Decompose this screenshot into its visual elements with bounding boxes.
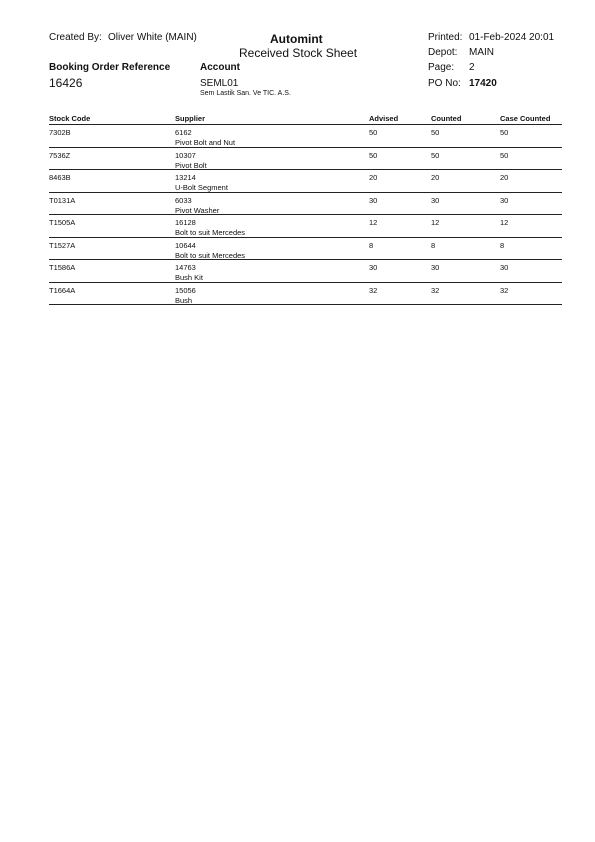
po-label: PO No: — [428, 78, 461, 89]
supplier-code: 15056 — [175, 285, 196, 295]
document-title: Received Stock Sheet — [239, 46, 358, 60]
stock-table — [49, 112, 562, 305]
stock-code: T1586A — [49, 263, 76, 272]
supplier-description: Pivot Bolt — [175, 160, 207, 170]
col-advised: Advised — [369, 114, 399, 123]
col-stock-code: Stock Code — [49, 114, 91, 123]
col-counted: Counted — [431, 114, 462, 123]
table-row — [49, 215, 562, 238]
supplier-code: 6162 — [175, 128, 192, 137]
supplier-code: 6033 — [175, 195, 192, 205]
supplier-code: 10307 — [175, 150, 196, 160]
booking-ref-value: 16426 — [49, 76, 83, 90]
advised-qty: 12 — [369, 218, 378, 227]
advised-qty: 30 — [369, 263, 378, 272]
supplier-cell — [175, 286, 196, 305]
stock-code: T1664A — [49, 285, 76, 295]
supplier-code: 16128 — [175, 218, 196, 227]
supplier-cell — [175, 218, 245, 237]
account-name: Sem Lastik San. Ve TIC. A.S. — [200, 90, 291, 97]
supplier-description: Bush Kit — [175, 273, 203, 282]
supplier-cell — [175, 263, 203, 282]
stock-code: T1505A — [49, 218, 76, 227]
account-label: Account — [200, 62, 240, 73]
stock-code: 7302B — [49, 128, 71, 137]
supplier-code: 14763 — [175, 263, 196, 272]
depot-value: MAIN — [469, 47, 494, 58]
printed-value: 01-Feb-2024 20:01 — [469, 32, 555, 43]
po-value: 17420 — [469, 78, 497, 89]
depot-label: Depot: — [428, 47, 458, 58]
case-counted-qty: 12 — [500, 218, 509, 227]
table-row — [49, 238, 562, 261]
supplier-description: Bolt to suit Mercedes — [175, 250, 246, 260]
supplier-code: 13214 — [175, 173, 196, 182]
counted-qty: 50 — [431, 150, 440, 160]
stock-code: T0131A — [49, 195, 76, 205]
stock-code: T1527A — [49, 240, 76, 250]
supplier-cell — [175, 151, 207, 170]
table-row — [49, 148, 562, 171]
supplier-cell — [175, 241, 245, 260]
counted-qty: 32 — [431, 285, 440, 295]
table-row — [49, 260, 562, 283]
supplier-cell — [175, 173, 228, 192]
counted-qty: 8 — [431, 240, 436, 250]
advised-qty: 30 — [369, 195, 378, 205]
supplier-cell — [175, 196, 219, 215]
advised-qty: 32 — [369, 285, 378, 295]
printed-label: Printed: — [428, 32, 463, 43]
supplier-cell — [175, 128, 235, 147]
stock-code: 7536Z — [49, 150, 71, 160]
advised-qty: 50 — [369, 128, 378, 137]
table-row — [49, 193, 562, 216]
counted-qty: 12 — [431, 218, 440, 227]
case-counted-qty: 30 — [500, 263, 509, 272]
page-label: Page: — [428, 62, 455, 73]
case-counted-qty: 30 — [500, 195, 509, 205]
created-by-value: Oliver White (MAIN) — [108, 32, 197, 43]
created-by-label: Created By: — [49, 32, 102, 43]
counted-qty: 50 — [431, 128, 440, 137]
table-row — [49, 170, 562, 193]
advised-qty: 50 — [369, 150, 378, 160]
supplier-description: Bush — [175, 295, 193, 305]
supplier-description: Pivot Bolt and Nut — [175, 138, 236, 147]
company-name: Automint — [270, 32, 323, 46]
counted-qty: 20 — [431, 173, 440, 182]
col-supplier: Supplier — [175, 114, 206, 123]
case-counted-qty: 20 — [500, 173, 509, 182]
supplier-description: U-Bolt Segment — [175, 183, 228, 192]
counted-qty: 30 — [431, 195, 440, 205]
account-code: SEML01 — [200, 78, 239, 89]
case-counted-qty: 50 — [500, 150, 509, 160]
col-case-counted: Case Counted — [500, 114, 551, 123]
stock-code: 8463B — [49, 173, 71, 182]
case-counted-qty: 50 — [500, 128, 509, 137]
table-row — [49, 283, 562, 306]
advised-qty: 20 — [369, 173, 378, 182]
counted-qty: 30 — [431, 263, 440, 272]
supplier-description: Bolt to suit Mercedes — [175, 228, 246, 237]
case-counted-qty: 32 — [500, 285, 509, 295]
table-row — [49, 125, 562, 148]
supplier-code: 10644 — [175, 240, 196, 250]
case-counted-qty: 8 — [500, 240, 505, 250]
page-value: 2 — [469, 62, 475, 73]
supplier-description: Pivot Washer — [175, 205, 220, 215]
table-header — [49, 112, 562, 125]
booking-ref-label: Booking Order Reference — [49, 62, 171, 73]
advised-qty: 8 — [369, 240, 374, 250]
